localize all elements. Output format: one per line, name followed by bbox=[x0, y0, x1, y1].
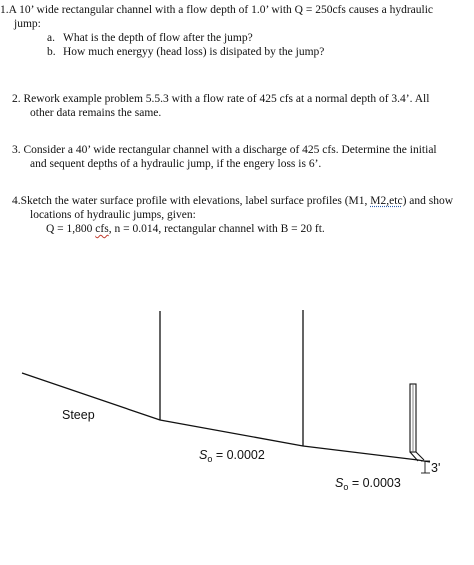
q4-line3-pre: Q = 1,800 bbox=[46, 223, 96, 235]
q2-line1: 2. Rework example problem 5.5.3 with a flow rate of 425 cfs at a normal depth of 3.4’. All bbox=[12, 93, 430, 105]
q1b-letter: b. bbox=[47, 46, 56, 58]
q4-line1-underlined: M2,etc bbox=[370, 195, 403, 207]
q3-line2: and sequent depths of a hydraulic jump, if the engery loss is 6’. bbox=[30, 158, 322, 170]
q1b-text-misspelled: energyy bbox=[116, 46, 154, 58]
slope2-symbol: S bbox=[335, 476, 344, 490]
slope1-subscript: o bbox=[207, 454, 213, 464]
q2-line2: other data remains the same. bbox=[30, 107, 162, 119]
gate-icon bbox=[410, 384, 424, 461]
slope-label-2 bbox=[335, 476, 401, 492]
q3-line1: 3. Consider a 40’ wide rectangular channel with a discharge of 425 cfs. Determine the initial bbox=[12, 144, 437, 156]
depth-dimension-marker bbox=[421, 461, 430, 473]
q4-line2: locations of hydraulic jumps, given: bbox=[30, 209, 196, 221]
slope1-symbol: S bbox=[199, 448, 208, 462]
slope2-subscript: o bbox=[343, 482, 349, 492]
slope1-value: = 0.0002 bbox=[212, 448, 265, 462]
slope2-value: = 0.0003 bbox=[348, 476, 401, 490]
q4-line3-misspelled: cfs bbox=[95, 223, 109, 235]
q1a-text: What is the depth of flow after the jump? bbox=[63, 32, 253, 44]
q1-line1: 1.A 10’ wide rectangular channel with a flow depth of 1.0’ with Q = 250cfs causes a hydraulic bbox=[0, 4, 434, 16]
q1-line2: jump: bbox=[14, 18, 41, 30]
slope-label-1 bbox=[199, 448, 265, 464]
q1a-letter: a. bbox=[47, 32, 55, 44]
q4-line3-post: , n = 0.014, rectangular channel with B = 20 ft. bbox=[108, 223, 325, 235]
steep-label: Steep bbox=[62, 408, 95, 422]
q1b-text-post: (head loss) is disipated by the jump? bbox=[153, 46, 325, 58]
q4-line1-pre: 4.Sketch the water surface profile with elevations, label surface profiles (M1, bbox=[12, 195, 371, 207]
q1b-text-pre: How much bbox=[63, 46, 117, 58]
depth-label: 3' bbox=[431, 461, 441, 475]
q4-line1-post: ) and show bbox=[402, 195, 454, 207]
